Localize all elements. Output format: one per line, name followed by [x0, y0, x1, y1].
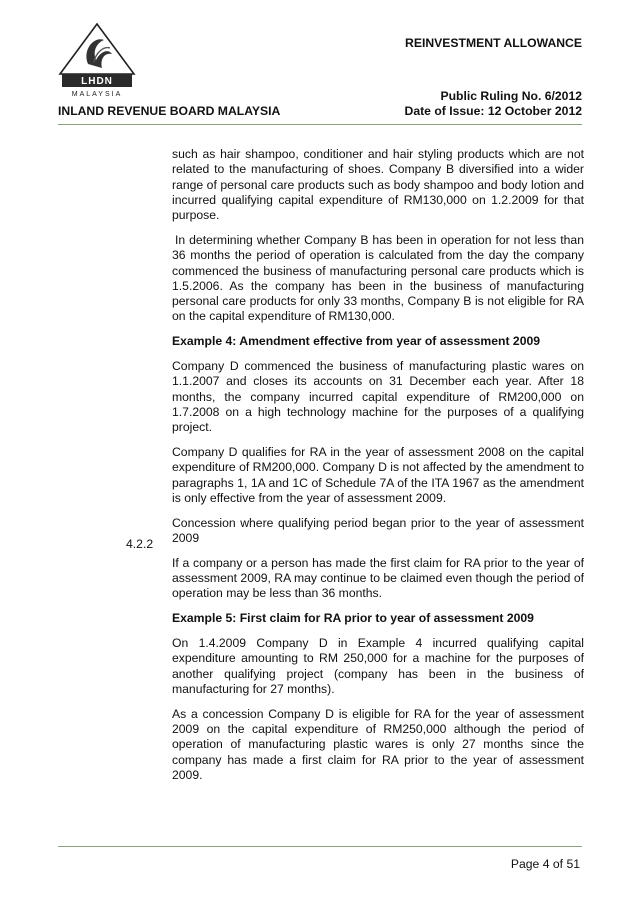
organization-name: INLAND REVENUE BOARD MALAYSIA	[58, 104, 281, 118]
header-divider	[58, 124, 582, 125]
section-heading: Concession where qualifying period began prior to the year of assessment 2009	[172, 515, 584, 546]
paragraph: As a concession Company D is eligible for RA for the year of assessment 2009 on the capital expenditure of RM250,000 although the period of operation of manufacturing plastic wares is only 27 months since the company has made a first claim for RA prior to the year of assessment 2009.	[172, 706, 584, 782]
paragraph: Company D qualifies for RA in the year of assessment 2008 on the capital expenditure of RM200,000. Company D is not affected by the amendment to paragraphs 1, 1A and 1C of Schedule 7A of the ITA 1967 as the amendment is only effective from the year of assessment 2009.	[172, 445, 584, 505]
issue-date: Date of Issue: 12 October 2012	[404, 104, 582, 118]
paragraph: such as hair shampoo, conditioner and hair styling products which are not related to the manufacturing of shoes. Company B diversified into a wider range of personal care products such as body shampoo and body lotion and incurred qualifying capital expenditure of RM130,000 on 1.2.2009 for that purpose.	[172, 147, 584, 223]
svg-text:LHDN: LHDN	[81, 76, 113, 87]
paragraph: If a company or a person has made the first claim for RA prior to the year of assessment 2009, RA may continue to be claimed even though the period of operation may be less than 36 months.	[172, 555, 584, 601]
lhdn-logo	[58, 22, 136, 98]
body-content	[172, 147, 584, 793]
document-title: REINVESTMENT ALLOWANCE	[405, 36, 582, 50]
svg-text:MALAYSIA: MALAYSIA	[71, 91, 123, 98]
page-number: Page 4 of 51	[510, 857, 580, 871]
ruling-number: Public Ruling No. 6/2012	[440, 89, 582, 103]
example-5-heading: Example 5: First claim for RA prior to year of assessment 2009	[172, 611, 534, 626]
ruling-info	[405, 89, 582, 119]
example-4-heading: Example 4: Amendment effective from year of assessment 2009	[172, 334, 541, 349]
paragraph: On 1.4.2009 Company D in Example 4 incurred qualifying capital expenditure amounting to RM 250,000 for a machine for the purposes of another qualifying project (company has been in the business of manufacturing for 27 months).	[172, 636, 584, 696]
footer-divider	[58, 846, 582, 847]
paragraph: In determining whether Company B has been in operation for not less than 36 months the period of operation is calculated from the day the company commenced the business of manufacturing personal care products which is 1.5.2006. As the company has been in the business of manufacturing personal care products for only 33 months, Company B is not eligible for RA on the capital expenditure of RM130,000.	[172, 232, 584, 324]
paragraph: Company D commenced the business of manufacturing plastic wares on 1.1.2007 and closes its accounts on 31 December each year. After 18 months, the company incurred capital expenditure of RM200,000 on 1.7.2008 on a high technology machine for the purposes of a qualifying project.	[172, 359, 584, 435]
section-number: 4.2.2	[126, 537, 154, 551]
